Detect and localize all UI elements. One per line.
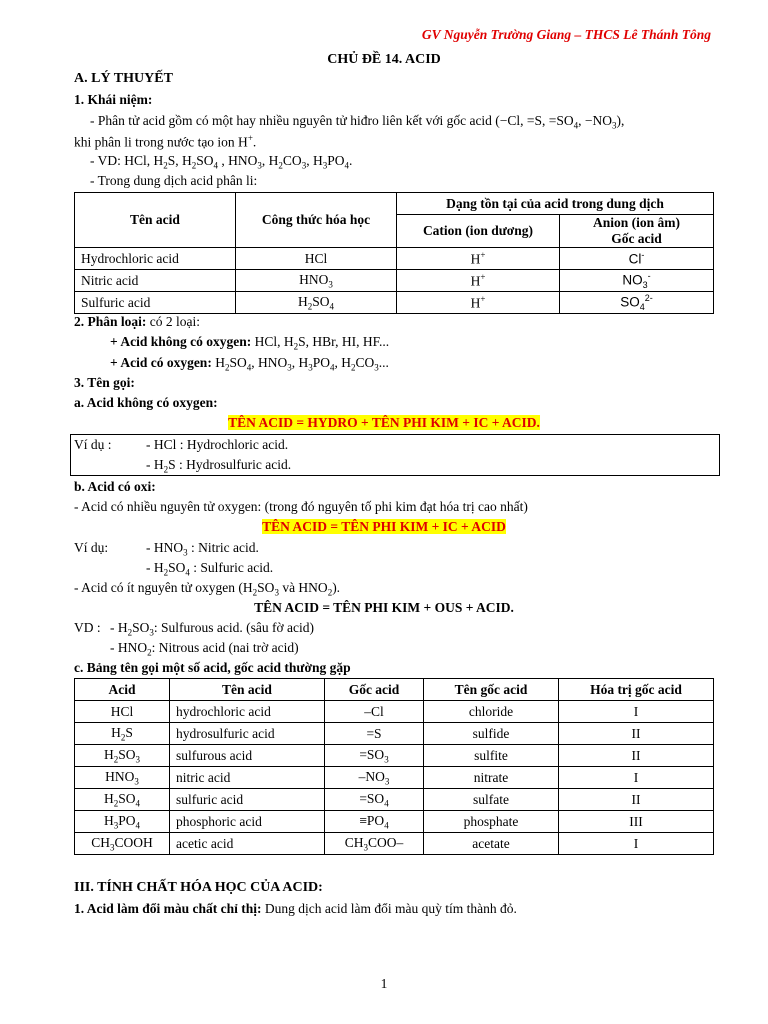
concept-paragraph-2: khi phân li trong nước tạo ion H+. <box>74 133 257 150</box>
example-label: Ví dụ : <box>74 437 112 452</box>
classification-oxygen: + Acid có oxygen: $H_2SO_4$, $HNO_3$, $H_3PO_4$, $H_2CO_3$... <box>110 355 389 373</box>
page-number: 1 <box>380 976 388 991</box>
naming-formula-3: TÊN ACID = TÊN PHI KIM + OUS + ACID. <box>254 600 514 615</box>
table-row: HCl hydrochloric acid –Cl chloride I <box>75 701 714 723</box>
table1-header-group: Dạng tồn tại của acid trong dung dịch <box>397 193 714 215</box>
example-2: - $H_2S$ : Hydrosulfuric acid. <box>146 457 292 475</box>
table-row: $H_2SO_3$ sulfurous acid $=SO_3$ sulfite II <box>75 745 714 767</box>
naming-b-text-2: - Acid có ít nguyên tử oxygen ($H_2SO_3$ và $HNO_2$). <box>74 580 341 598</box>
naming-a-heading: a. Acid không có oxygen: <box>74 395 218 410</box>
classification-heading: 2. Phân loại: có 2 loại: <box>74 314 201 329</box>
concept-heading: 1. Khái niệm: <box>74 92 153 107</box>
vd-example-1: - $H_2SO_3$: Sulfurous acid. (sâu fờ acid) <box>110 620 314 638</box>
table1-header-formula: Công thức hóa học <box>236 193 397 248</box>
example-4: - $H_2SO_4$ : Sulfuric acid. <box>146 560 274 578</box>
document-title: CHỦ ĐỀ 14. ACID <box>327 52 441 67</box>
table1-header-name: Tên acid <box>75 193 236 248</box>
acid-names-table: Acid Tên acid Gốc acid Tên gốc acid Hóa trị gốc acid HCl hydrochloric acid –Cl chloride I $H_2S$ hydrosulfuric acid =S sulfide II $H_2SO_3$ sulfurous acid $=SO_3$ sulfite II $HNO_3$ nitric acid $-NO_3$ nitrate I $H_2SO_4$ sulfuric acid $=SO_4$ sulfate II $H_3PO_4$ phosphoric acid $\equiv PO_4$ phosphate III $CH_3COOH$ acetic acid $CH_3COO-$ acetate I <box>74 678 714 855</box>
table-row: Nitric acid $HNO_3$ H+ $NO_3^-$ <box>75 270 714 292</box>
table1-header-cation: Cation (ion dương) <box>397 215 560 248</box>
naming-b-text: - Acid có nhiều nguyên tử oxygen: (trong đó nguyên tố phi kim đạt hóa trị cao nhất) <box>74 499 528 514</box>
vd-label: VD : <box>74 620 101 635</box>
chem-props-1: 1. Acid làm đổi màu chất chỉ thị: Dung dịch acid làm đổi màu quỳ tím thành đỏ. <box>74 901 517 916</box>
section-a-heading: A. LÝ THUYẾT <box>74 71 173 86</box>
naming-c-heading: c. Bảng tên gọi một số acid, gốc acid thường gặp <box>74 660 351 675</box>
example-label-2: Ví dụ: <box>74 540 109 555</box>
naming-b-heading: b. Acid có oxi: <box>74 479 156 494</box>
table-row: $H_2S$ hydrosulfuric acid =S sulfide II <box>75 723 714 745</box>
chem-props-heading: III. TÍNH CHẤT HÓA HỌC CỦA ACID: <box>74 880 323 895</box>
table-row: Sulfuric acid $H_2SO_4$ H+ $SO_4^{2-}$ <box>75 292 714 314</box>
table-row: $HNO_3$ nitric acid $-NO_3$ nitrate I <box>75 767 714 789</box>
naming-formula-1: TÊN ACID = HYDRO + TÊN PHI KIM + IC + ACID. <box>228 415 540 430</box>
classification-no-oxygen: + Acid không có oxygen: HCl, $H_2S$, HBr, HI, HF... <box>110 334 390 352</box>
concept-examples: - VD: HCl, $H_2S$, $H_2SO_4$ , $HNO_3$, $H_2CO_3$, $H_3PO_4$. <box>90 153 353 171</box>
table-row: $H_2SO_4$ sulfuric acid $=SO_4$ sulfate II <box>75 789 714 811</box>
example-1: - HCl : Hydrochloric acid. <box>146 437 289 452</box>
naming-formula-2: TÊN ACID = TÊN PHI KIM + IC + ACID <box>262 519 506 534</box>
acid-dissociation-table <box>74 192 714 314</box>
table1-header-anion: Anion (ion âm) Gốc acid <box>560 215 714 248</box>
naming-heading: 3. Tên gọi: <box>74 375 135 390</box>
example-3: - $HNO_3$ : Nitric acid. <box>146 540 259 558</box>
page-header: GV Nguyễn Trường Giang – THCS Lê Thánh Tông <box>421 27 711 42</box>
concept-paragraph-3: - Trong dung dịch acid phân li: <box>90 173 258 188</box>
concept-paragraph-1: - Phân tử acid gồm có một hay nhiều nguyên tử hiđro liên kết với gốc acid (−Cl, =S, $=SO_4$, $-NO_3$), <box>90 113 625 131</box>
table-row: $CH_3COOH$ acetic acid $CH_3COO-$ acetate I <box>75 833 714 855</box>
table-row: Hydrochloric acid HCl H+ Cl- <box>75 248 714 270</box>
vd-example-2: - $HNO_2$: Nitrous acid (nai trờ acid) <box>110 640 299 658</box>
table-row: $H_3PO_4$ phosphoric acid $\equiv PO_4$ phosphate III <box>75 811 714 833</box>
